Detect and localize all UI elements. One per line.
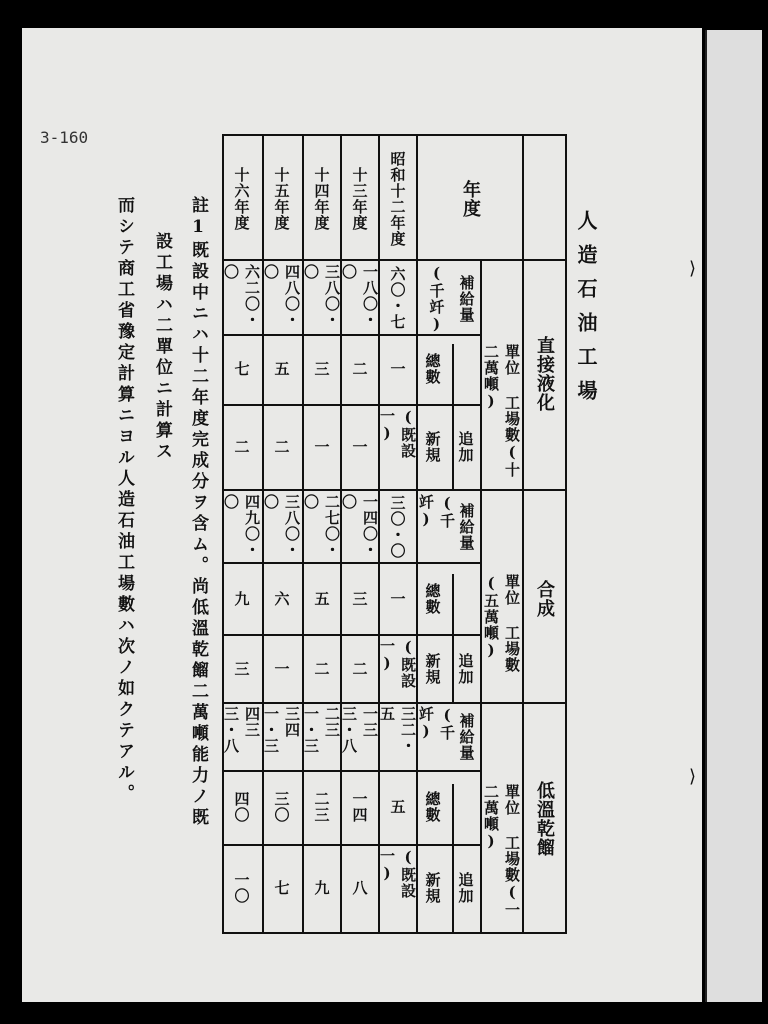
sy-new-cell: 一 [272, 661, 291, 677]
supply-header: 補給量 [457, 503, 476, 551]
dl-total-cell: 二 [350, 361, 369, 377]
dl-new-cell: 二 [232, 439, 251, 455]
total-header: 總數 [423, 583, 442, 615]
dl-total-cell: 五 [272, 361, 291, 377]
sy-new-cell: (既設一) [378, 638, 417, 689]
sy-new-cell: 三 [232, 661, 251, 677]
page-title: 人造石油工場 [574, 210, 598, 414]
section-label-low-temp-carbonization: 低溫乾餾 [534, 781, 555, 857]
sy-supply-cell: 二七〇・〇 [302, 494, 341, 558]
data-table [222, 134, 567, 934]
supply-header: 補給量 [457, 275, 476, 323]
binding-notch: ⟩ [689, 258, 697, 279]
page-number: 3-160 [40, 128, 89, 147]
dl-supply-cell: 三八〇・〇 [302, 264, 341, 328]
dl-new-cell: 一 [312, 439, 331, 455]
sy-supply-cell: 四九〇・〇 [222, 494, 261, 558]
sy-total-cell: 三 [350, 591, 369, 607]
sy-supply-cell: 三〇・〇 [388, 495, 407, 559]
lt-new-cell: (既設一) [378, 848, 417, 899]
year-header: 年度 [460, 180, 481, 218]
sy-new-cell: 二 [350, 661, 369, 677]
year-cell: 十三年度 [350, 167, 369, 231]
plant-unit-header: 單位 工場數(十二萬噸) [482, 344, 521, 478]
lt-total-cell: 五 [388, 799, 407, 815]
year-cell: 昭和十二年度 [388, 151, 407, 247]
new-header: 新規 [423, 653, 442, 685]
lt-new-cell: 一〇 [232, 872, 251, 904]
dl-new-cell: 二 [272, 439, 291, 455]
added-header: 追加 [456, 430, 475, 463]
lt-new-cell: 七 [272, 880, 291, 896]
sy-total-cell: 九 [232, 591, 251, 607]
added-header: 追加 [456, 872, 475, 904]
dl-supply-cell: 一八〇・〇 [340, 264, 379, 328]
sy-supply-cell: 三八〇・〇 [262, 494, 301, 558]
lt-supply-cell: 一三三・八 [340, 706, 379, 754]
plant-unit-header: 單位 工場數(一二萬噸) [482, 784, 521, 918]
footnote-line-2: 設工場ハ二單位ニ計算ス [152, 232, 172, 463]
new-header: 新規 [423, 872, 442, 904]
footnote-line-1: 註1既設中ニハ十二年度完成分ヲ含ム。尚低溫乾餾二萬噸能力ノ既 [188, 196, 208, 829]
sy-new-cell: 二 [312, 661, 331, 677]
dl-total-cell: 一 [388, 361, 407, 377]
dl-new-cell: (既設一) [378, 408, 417, 459]
lt-new-cell: 九 [312, 880, 331, 896]
dl-total-cell: 三 [312, 361, 331, 377]
total-header: 總數 [423, 353, 442, 385]
footnote-line-3: 而シテ商工省豫定計算ニヨル人造石油工場數ハ次ノ如クテアル。 [114, 196, 134, 805]
year-cell: 十五年度 [272, 167, 291, 231]
sy-total-cell: 六 [272, 591, 291, 607]
sy-supply-cell: 一四〇・〇 [340, 494, 379, 558]
dl-new-cell: 一 [350, 439, 369, 455]
lt-supply-cell: 四三三・八 [222, 706, 261, 754]
year-cell: 十六年度 [232, 167, 251, 231]
lt-total-cell: 一四 [350, 791, 369, 823]
supply-unit: (千竏) [417, 494, 456, 529]
adjacent-page-edge [689, 30, 762, 1002]
dl-supply-cell: 六二〇・〇 [222, 264, 261, 328]
supply-unit: (千竏) [417, 706, 456, 741]
supply-unit: (千竏) [427, 264, 446, 334]
lt-new-cell: 八 [350, 880, 369, 896]
lt-supply-cell: 三二・五 [378, 706, 417, 754]
lt-total-cell: 三〇 [272, 791, 291, 823]
binding-notch: ⟩ [689, 766, 697, 787]
lt-supply-cell: 三四一・三 [262, 706, 301, 754]
supply-header: 補給量 [457, 713, 476, 761]
section-label-synthesis: 合成 [534, 580, 555, 618]
total-header: 總數 [423, 791, 442, 823]
year-cell: 十四年度 [312, 167, 331, 231]
sy-total-cell: 五 [312, 591, 331, 607]
lt-total-cell: 四〇 [232, 791, 251, 823]
dl-total-cell: 七 [232, 361, 251, 377]
added-header: 追加 [456, 653, 475, 685]
section-label-direct-liquefaction: 直接液化 [534, 336, 555, 412]
lt-total-cell: 二三 [312, 791, 331, 823]
new-header: 新規 [423, 430, 442, 463]
dl-supply-cell: 四八〇・〇 [262, 264, 301, 328]
plant-unit-header: 單位 工場數(五萬噸) [482, 574, 521, 673]
lt-supply-cell: 二三一・三 [302, 706, 341, 754]
dl-supply-cell: 六〇・七 [388, 266, 407, 330]
sy-total-cell: 一 [388, 591, 407, 607]
